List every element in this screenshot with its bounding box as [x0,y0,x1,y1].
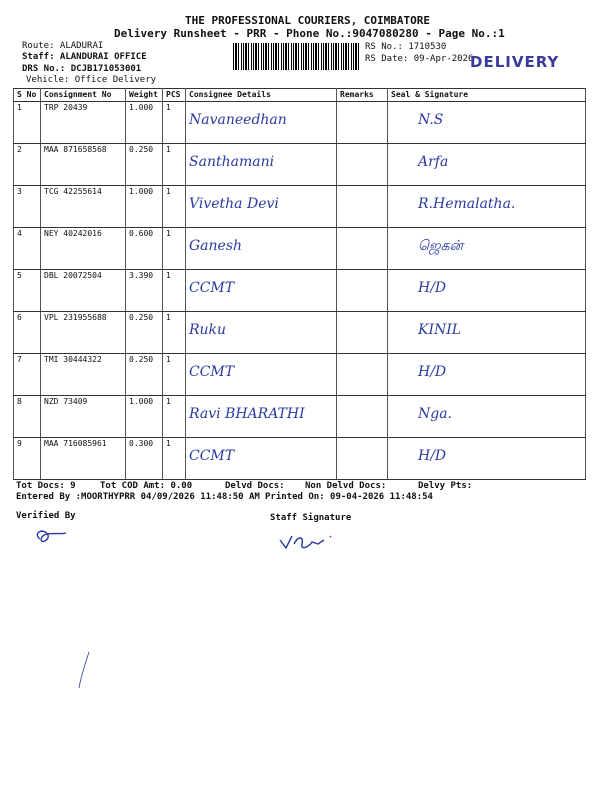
rs-date: RS Date: 09-Apr-2026 [365,54,474,64]
row-weight: 0.300 [126,438,163,480]
row-remarks [337,186,388,228]
table-row [14,438,586,480]
runsheet-subtitle: Delivery Runsheet - PRR - Phone No.:9047080280 - Page No.:1 [114,27,505,40]
printed-on: Printed On: 09-04-2026 11:48:54 [265,492,433,502]
table-row [14,186,586,228]
row-remarks [337,354,388,396]
staff-label: Staff: ALANDURAI OFFICE [22,52,147,62]
row-consignment-no: MAA 716085961 [41,438,126,480]
row-seal-signature: ஜெகன் [388,228,586,270]
row-seal-signature: N.S [388,102,586,144]
row-pcs: 1 [163,438,186,480]
row-pcs: 1 [163,270,186,312]
row-consignee: CCMT [186,438,337,480]
table-row [14,144,586,186]
col-consignee: Consignee Details [186,89,337,102]
row-weight: 1.000 [126,396,163,438]
verified-by-label: Verified By [16,511,76,521]
row-consignment-no: NEY 40242016 [41,228,126,270]
row-sno: 7 [14,354,41,396]
row-seal-signature: Nga. [388,396,586,438]
non-delivered-docs: Non Delvd Docs: [305,481,387,491]
row-remarks [337,396,388,438]
table-row [14,354,586,396]
total-cod: Tot COD Amt: 0.00 [100,481,193,491]
rs-number: RS No.: 1710530 [365,42,447,52]
row-remarks [337,144,388,186]
row-consignee: Ravi BHARATHI [186,396,337,438]
row-remarks [337,438,388,480]
row-pcs: 1 [163,354,186,396]
row-consignment-no: DBL 20072504 [41,270,126,312]
row-weight: 3.390 [126,270,163,312]
row-weight: 0.600 [126,228,163,270]
row-consignment-no: TRP 20439 [41,102,126,144]
row-remarks [337,312,388,354]
row-seal-signature: H/D [388,438,586,480]
col-seal-signature: Seal & Signature [388,89,586,102]
row-consignee: Santhamani [186,144,337,186]
delivered-docs: Delvd Docs: [225,481,285,491]
row-remarks [337,102,388,144]
row-pcs: 1 [163,312,186,354]
col-remarks: Remarks [337,89,388,102]
row-weight: 1.000 [126,186,163,228]
row-consignment-no: MAA 871658568 [41,144,126,186]
row-pcs: 1 [163,144,186,186]
row-consignee: Vivetha Devi [186,186,337,228]
verified-signature [30,525,70,549]
col-weight: Weight [126,89,163,102]
company-title: THE PROFESSIONAL COURIERS, COIMBATORE [185,14,431,27]
row-consignment-no: VPL 231955688 [41,312,126,354]
delivery-stamp: DELIVERY [470,53,560,71]
row-seal-signature: R.Hemalatha. [388,186,586,228]
row-seal-signature: KINIL [388,312,586,354]
drs-number: DRS No.: DCJB171053001 [22,64,142,74]
row-weight: 0.250 [126,354,163,396]
staff-signature-label: Staff Signature [270,513,352,523]
row-seal-signature: H/D [388,354,586,396]
staff-signature [278,530,348,554]
row-consignee: CCMT [186,354,337,396]
row-sno: 9 [14,438,41,480]
row-consignee: Navaneedhan [186,102,337,144]
vehicle-label: Vehicle: Office Delivery [26,75,157,85]
col-pcs: PCS [163,89,186,102]
table-row [14,228,586,270]
row-pcs: 1 [163,186,186,228]
col-consignment: Consignment No [41,89,126,102]
table-header-row [14,89,586,102]
col-sno: S No [14,89,41,102]
row-consignment-no: NZD 73409 [41,396,126,438]
row-sno: 3 [14,186,41,228]
table-row [14,312,586,354]
row-pcs: 1 [163,396,186,438]
row-sno: 4 [14,228,41,270]
row-weight: 0.250 [126,144,163,186]
row-pcs: 1 [163,102,186,144]
row-weight: 0.250 [126,312,163,354]
total-docs: Tot Docs: 9 [16,481,76,491]
table-row [14,270,586,312]
route-label: Route: ALADURAI [22,41,104,51]
row-sno: 2 [14,144,41,186]
barcode-image [233,43,360,70]
stray-pen-mark [75,650,95,690]
row-pcs: 1 [163,228,186,270]
row-consignee: Ruku [186,312,337,354]
row-consignee: Ganesh [186,228,337,270]
row-remarks [337,270,388,312]
row-sno: 6 [14,312,41,354]
row-weight: 1.000 [126,102,163,144]
row-seal-signature: H/D [388,270,586,312]
row-consignee: CCMT [186,270,337,312]
row-sno: 1 [14,102,41,144]
runsheet-table [13,88,586,480]
row-sno: 5 [14,270,41,312]
row-seal-signature: Arfa [388,144,586,186]
delivery-points: Delvy Pts: [418,481,473,491]
row-sno: 8 [14,396,41,438]
entered-by: Entered By :MOORTHYPRR 04/09/2026 11:48:50 AM [16,492,260,502]
row-remarks [337,228,388,270]
row-consignment-no: TCG 42255614 [41,186,126,228]
row-consignment-no: TMI 30444322 [41,354,126,396]
table-row [14,396,586,438]
table-row [14,102,586,144]
